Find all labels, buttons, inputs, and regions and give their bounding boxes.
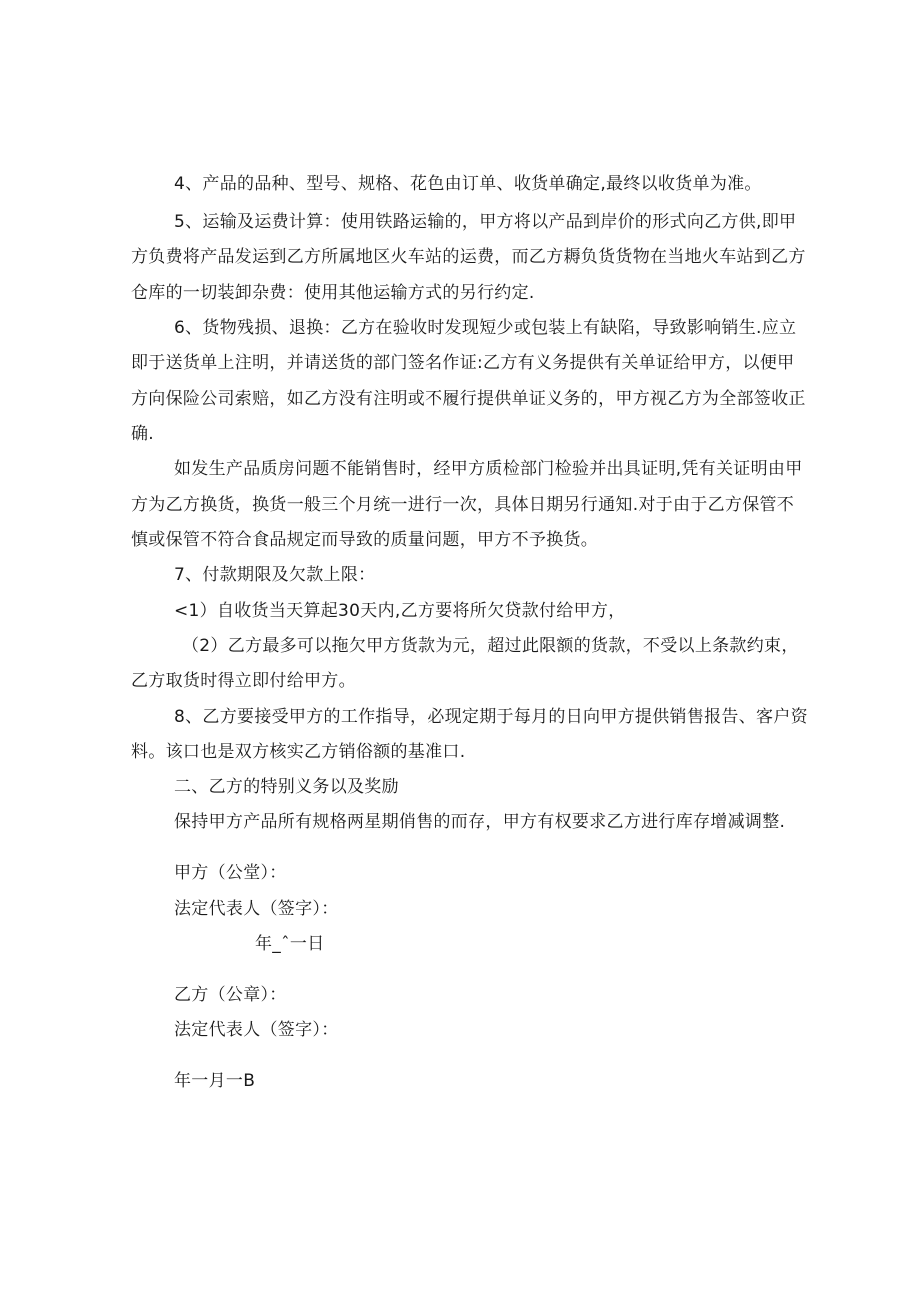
quality-paragraph-line-3: 慎或保管不符合食品规定而导致的质量问题，甲方不予换货。 (131, 530, 599, 550)
clause-6-line-1: 6、货物残损、退换：乙方在验收时发现短少或包装上有缺陷，导致影响销生.应立 (174, 318, 797, 338)
party-a-date: 年_ˆ一日 (255, 934, 325, 954)
clause-7-item-2-line-2: 乙方取货时得立即付给甲方。 (131, 671, 356, 691)
clause-5-line-2: 方负费将产品发运到乙方所属地区火车站的运费，而乙方耨负货货物在当地火车站到乙方 (131, 247, 806, 267)
clause-5-line-3: 仓库的一切装卸杂费：使用其他运输方式的另行约定. (131, 283, 535, 303)
section-2-line-1: 保持甲方产品所有规格两星期俏售的而存，甲方有权要求乙方进行库存增减调整. (174, 812, 786, 832)
clause-7-item-2-line-1: （2）乙方最多可以拖欠甲方货款为元，超过此限额的货款，不受以上条款约束， (182, 636, 799, 656)
quality-paragraph-line-1: 如发生产品质房问题不能销售时，经甲方质检部门检验并出具证明,凭有关证明由甲 (174, 459, 803, 479)
clause-6-line-2: 即于送货单上注明，并请送货的部门签名作证:乙方有义务提供有关单证给甲方，以便甲 (131, 353, 795, 373)
party-b-seal: 乙方（公章）： (174, 985, 287, 1005)
clause-6-line-4: 确. (131, 424, 155, 444)
clause-7-heading: 7、付款期限及欠款上限： (174, 565, 376, 585)
clause-5-line-1: 5、运输及运费计算：使用铁路运输的，甲方将以产品到岸价的形式向乙方供,即甲 (174, 212, 797, 232)
clause-8-line-2: 料。该口也是双方核实乙方销俗额的基准口. (131, 742, 466, 762)
clause-7-item-1: <1）自收货当天算起30天内,乙方要将所欠贷款付给甲方， (174, 601, 626, 621)
party-a-representative: 法定代表人（签字）： (174, 899, 339, 919)
clause-4-line-1: 4、产品的品种、型号、规格、花色由订单、收货单确定,最终以收货单为准。 (174, 174, 762, 194)
party-a-seal: 甲方（公堂）： (174, 863, 287, 883)
clause-6-line-3: 方向保险公司索赔，如乙方没有注明或不履行提供单证义务的，甲方视乙方为全部签收正 (131, 389, 806, 409)
quality-paragraph-line-2: 方为乙方换货，换货一般三个月统一进行一次，具体日期另行通知.对于由于乙方保管不 (131, 495, 795, 515)
clause-8-line-1: 8、乙方要接受甲方的工作指导，必现定期于每月的日向甲方提供销售报告、客户资 (174, 707, 808, 727)
party-b-representative: 法定代表人（签字）： (174, 1020, 339, 1040)
section-2-heading: 二、乙方的特别义务以及奖励 (174, 777, 399, 797)
party-b-date: 年一月一B (174, 1071, 256, 1091)
